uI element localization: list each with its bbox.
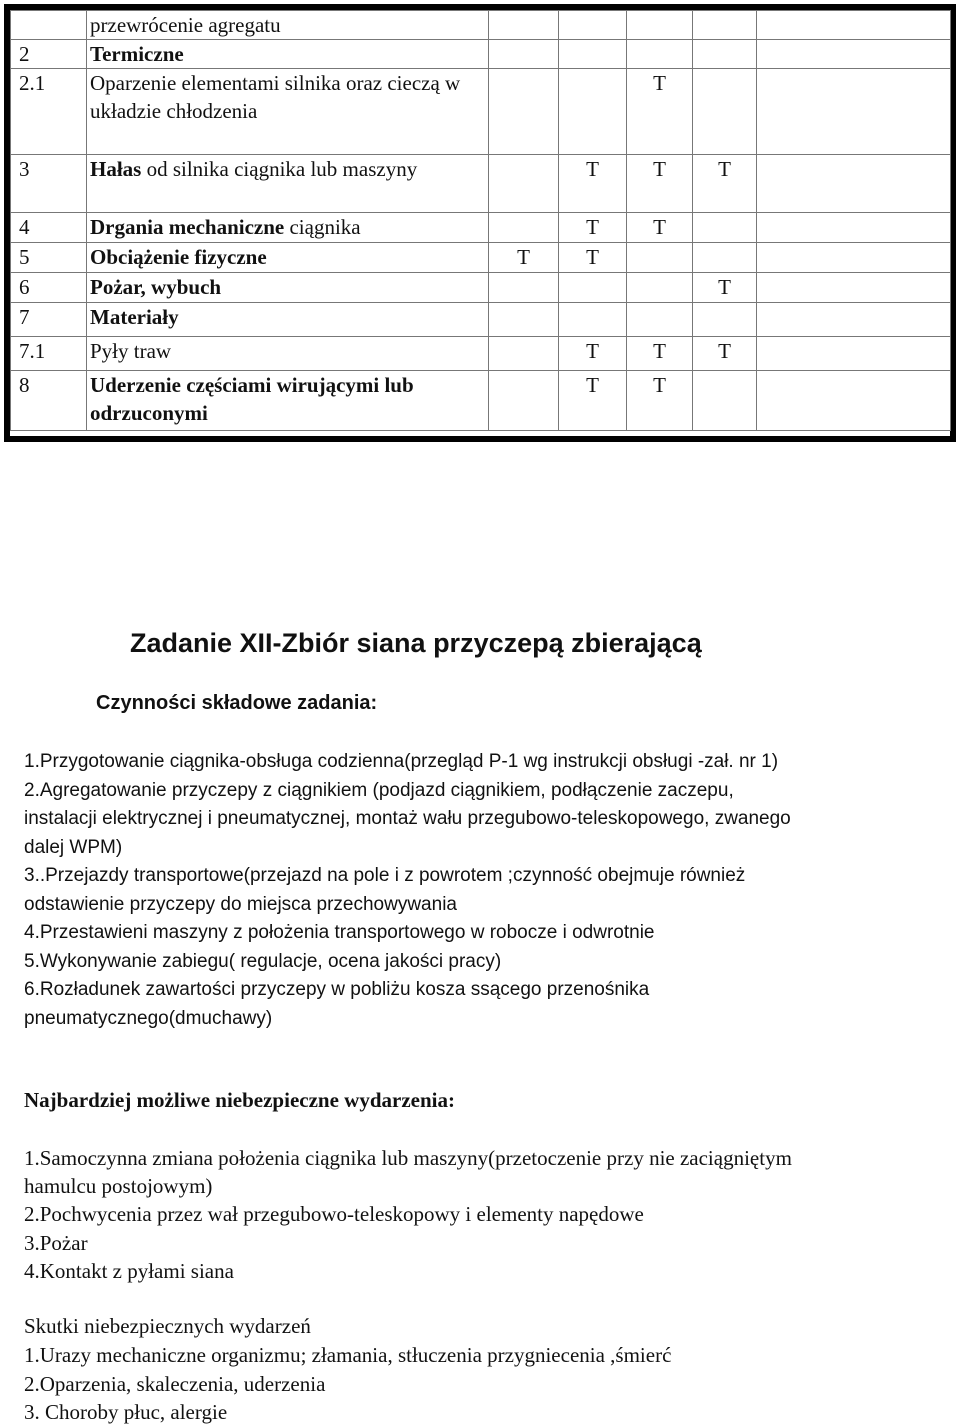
risk-row-number [11, 11, 87, 40]
event-line: hamulcu postojowym) [24, 1174, 213, 1199]
risk-table-row [11, 213, 951, 243]
task-title: Zadanie XII-Zbiór siana przyczepą zbierającą [130, 628, 702, 658]
risk-mark-cell: T [627, 371, 693, 431]
risk-mark-cell [693, 40, 757, 69]
risk-row-number: 8 [11, 371, 87, 431]
effect-line: 1.Urazy mechaniczne organizmu; złamania, stłuczenia przygniecenia ,śmierć [24, 1343, 672, 1367]
risk-row-description [87, 273, 489, 303]
risk-row-number: 3 [11, 155, 87, 213]
risk-mark-cell [693, 371, 757, 431]
risk-row-text: Oparzenie elementami silnika oraz cieczą w układzie chłodzenia [90, 71, 461, 123]
risk-row-hazard: Termiczne [90, 42, 184, 66]
risk-mark-cell: T [627, 69, 693, 155]
risk-mark-cell [489, 40, 559, 69]
risk-mark-cell [693, 213, 757, 243]
risk-mark-cell [757, 371, 951, 431]
risk-mark-cell [757, 213, 951, 243]
risk-row-number: 7.1 [11, 337, 87, 371]
risk-row-description [87, 371, 489, 431]
events-heading: Najbardziej możliwe niebezpieczne wydarzenia: [24, 1088, 455, 1112]
risk-row-description [87, 155, 489, 213]
risk-table-row [11, 155, 951, 213]
event-line: 4.Kontakt z pyłami siana [24, 1258, 234, 1283]
risk-mark-cell [627, 40, 693, 69]
risk-mark-cell [757, 337, 951, 371]
risk-row-description [87, 337, 489, 371]
risk-mark-cell [757, 273, 951, 303]
risk-mark-cell [559, 69, 627, 155]
risk-row-number: 6 [11, 273, 87, 303]
risk-row-number: 5 [11, 243, 87, 273]
risk-mark-cell [489, 303, 559, 337]
risk-mark-cell [489, 337, 559, 371]
risk-table-row [11, 69, 951, 155]
step-line: 1.Przygotowanie ciągnika-obsługa codzienna(przegląd P-1 wg instrukcji obsługi -zał. nr 1) [24, 751, 779, 772]
risk-row-number: 2 [11, 40, 87, 69]
risk-table-row [11, 40, 951, 69]
risk-table-row [11, 273, 951, 303]
risk-mark-cell: T [559, 213, 627, 243]
risk-mark-cell: T [693, 273, 757, 303]
step-line: 6.Rozładunek zawartości przyczepy w pobliżu kosza ssącego przenośnika [24, 979, 650, 1000]
risk-row-description [87, 40, 489, 69]
risk-mark-cell [627, 11, 693, 40]
step-line: dalej WPM) [24, 836, 123, 858]
risk-mark-cell [693, 11, 757, 40]
risk-mark-cell [627, 303, 693, 337]
risk-mark-cell [489, 11, 559, 40]
step-line: 2.Agregatowanie przyczepy z ciągnikiem (podjazd ciągnikiem, podłączenie zaczepu, [24, 779, 734, 801]
risk-mark-cell: T [627, 337, 693, 371]
risk-mark-cell: T [559, 337, 627, 371]
risk-table [10, 10, 951, 431]
risk-mark-cell: T [693, 155, 757, 213]
risk-table-row [11, 371, 951, 431]
risk-mark-cell: T [559, 155, 627, 213]
risk-mark-cell [693, 303, 757, 337]
risk-row-description [87, 11, 489, 40]
step-line: odstawienie przyczepy do miejsca przechowywania [24, 893, 457, 915]
risk-table-body [11, 11, 951, 431]
event-line: 2.Pochwycenia przez wał przegubowo-teleskopowy i elementy napędowe [24, 1202, 644, 1227]
risk-mark-cell [627, 243, 693, 273]
risk-mark-cell [559, 303, 627, 337]
event-line: 3.Pożar [24, 1230, 88, 1255]
effects-heading: Skutki niebezpiecznych wydarzeń [24, 1314, 311, 1338]
risk-mark-cell [489, 273, 559, 303]
step-line: 5.Wykonywanie zabiegu( regulacje, ocena jakości pracy) [24, 950, 502, 972]
risk-row-hazard: Materiały [90, 305, 179, 329]
risk-mark-cell [757, 303, 951, 337]
effect-line: 3. Choroby płuc, alergie [24, 1400, 228, 1424]
risk-row-number: 2.1 [11, 69, 87, 155]
step-line: 3..Przejazdy transportowe(przejazd na pole i z powrotem ;czynność obejmuje również [24, 865, 746, 886]
risk-row-text: od silnika ciągnika lub maszyny [141, 157, 418, 181]
risk-mark-cell [757, 11, 951, 40]
risk-mark-cell [757, 243, 951, 273]
risk-mark-cell: T [489, 243, 559, 273]
risk-mark-cell [693, 243, 757, 273]
step-line: pneumatycznego(dmuchawy) [24, 1007, 273, 1029]
risk-row-number: 7 [11, 303, 87, 337]
risk-mark-cell [757, 155, 951, 213]
risk-mark-cell [757, 69, 951, 155]
risk-row-description [87, 303, 489, 337]
risk-mark-cell: T [559, 371, 627, 431]
risk-row-description [87, 69, 489, 155]
risk-mark-cell [489, 213, 559, 243]
risk-row-hazard: Hałas [90, 157, 142, 181]
step-line: 4.Przestawieni maszyny z położenia transportowego w robocze i odwrotnie [24, 922, 655, 943]
risk-mark-cell [489, 371, 559, 431]
steps-heading: Czynności składowe zadania: [96, 692, 378, 714]
risk-table-row [11, 337, 951, 371]
risk-row-hazard: Obciążenie fizyczne [90, 245, 267, 269]
risk-mark-cell [757, 40, 951, 69]
risk-mark-cell: T [559, 243, 627, 273]
risk-row-text: Pyły traw [90, 339, 172, 363]
risk-row-description [87, 213, 489, 243]
risk-mark-cell [489, 155, 559, 213]
risk-row-text: ciągnika [284, 215, 361, 239]
risk-row-description [87, 243, 489, 273]
risk-row-text: przewrócenie agregatu [90, 13, 281, 37]
risk-table-row [11, 303, 951, 337]
risk-row-hazard: Pożar, wybuch [90, 275, 222, 299]
risk-mark-cell [559, 40, 627, 69]
effect-line: 2.Oparzenia, skaleczenia, uderzenia [24, 1371, 326, 1396]
risk-mark-cell: T [627, 155, 693, 213]
risk-table-frame [4, 4, 956, 442]
risk-mark-cell [559, 273, 627, 303]
risk-row-hazard: Uderzenie częściami wirującymi lub odrzuconymi [90, 373, 414, 425]
risk-table-row [11, 243, 951, 273]
risk-mark-cell [693, 69, 757, 155]
risk-mark-cell: T [627, 213, 693, 243]
risk-row-hazard: Drgania mechaniczne [90, 215, 285, 239]
risk-mark-cell [627, 273, 693, 303]
risk-mark-cell [489, 69, 559, 155]
risk-mark-cell [559, 11, 627, 40]
risk-table-row [11, 11, 951, 40]
risk-row-number: 4 [11, 213, 87, 243]
risk-mark-cell: T [693, 337, 757, 371]
event-line: 1.Samoczynna zmiana położenia ciągnika lub maszyny(przetoczenie przy nie zaciągniętym [24, 1146, 792, 1170]
step-line: instalacji elektrycznej i pneumatycznej, montaż wału przegubowo-teleskopowego, zwanego [24, 808, 791, 829]
